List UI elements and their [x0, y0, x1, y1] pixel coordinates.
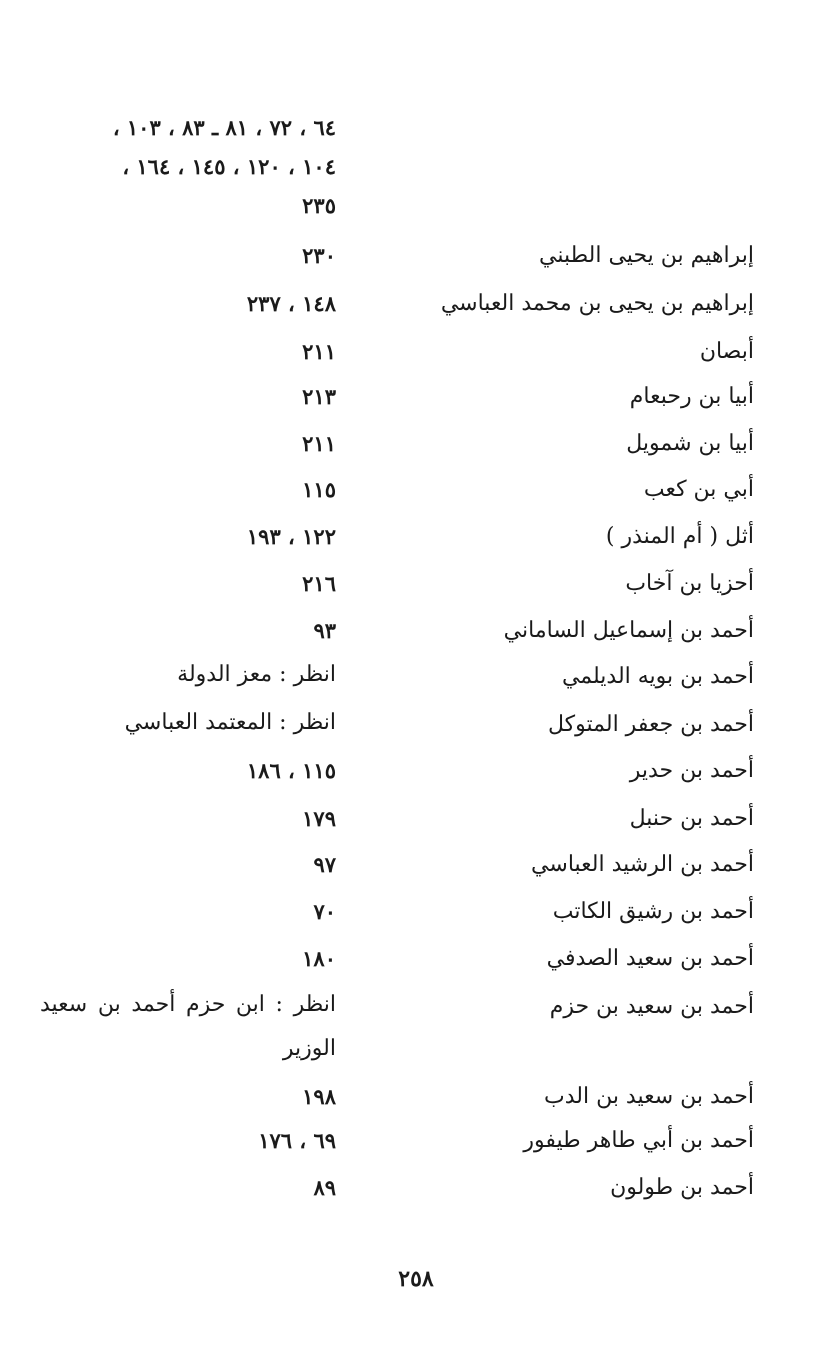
- entry-name: أحمد بن الرشيد العباسي: [531, 852, 754, 877]
- index-entry: [40, 841, 754, 889]
- index-entry: [40, 795, 754, 843]
- index-entry: [40, 420, 754, 468]
- entry-name: أحمد بن حنبل: [629, 806, 754, 831]
- entry-pages: ٩٣: [313, 618, 336, 643]
- index-entry: [40, 747, 754, 795]
- entry-name: إبراهيم بن يحيى الطبني: [539, 243, 754, 268]
- entry-pages: ٦٩ ، ١٧٦: [258, 1128, 336, 1153]
- entry-name: أحمد بن جعفر المتوكل: [548, 712, 754, 737]
- entry-pages: انظر : معز الدولة: [177, 662, 336, 687]
- entry-pages: ٢١٦: [302, 571, 336, 596]
- entry-pages: ٢١١: [302, 339, 336, 364]
- entry-pages: ٩٧: [313, 852, 336, 877]
- index-entry: [40, 1164, 754, 1212]
- page-number: ٢٥٨: [398, 1266, 434, 1292]
- entry-pages: ١٢٢ ، ١٩٣: [246, 524, 336, 549]
- index-entry: [40, 373, 754, 421]
- entry-pages: ٢١٣: [302, 384, 336, 409]
- entry-pages: ٢١١: [302, 431, 336, 456]
- entry-pages: ١٨٠: [302, 946, 336, 971]
- index-entry: [40, 232, 754, 280]
- entry-name: أحمد بن إسماعيل الساماني: [503, 618, 754, 643]
- entry-name: أحمد بن سعيد بن الدب: [544, 1084, 754, 1109]
- entry-name: أثل ( أم المنذر ): [605, 524, 754, 549]
- entry-name: أحمد بن سعيد بن حزم: [549, 994, 754, 1019]
- entry-name: أحمد بن طولون: [610, 1175, 754, 1200]
- entry-name: أبيا بن رحبعام: [629, 384, 754, 409]
- entry-pages: ٧٠: [313, 899, 336, 924]
- entry-name: أحزيا بن آخاب: [625, 571, 754, 596]
- index-entry: [40, 513, 754, 561]
- entry-pages: انظر : المعتمد العباسي: [124, 710, 336, 735]
- continuation-pages-line: ٢٣٥: [302, 193, 336, 218]
- entry-name: أبي بن كعب: [643, 477, 754, 502]
- index-entry: [40, 935, 754, 983]
- index-entry: [40, 328, 754, 376]
- index-entry: [40, 653, 754, 701]
- entry-name: أحمد بن بويه الديلمي: [561, 664, 754, 689]
- entry-pages: ١١٥ ، ١٨٦: [246, 758, 336, 783]
- entry-pages: ٨٩: [313, 1175, 336, 1200]
- entry-pages: ٢٣٠: [302, 243, 336, 268]
- entry-pages: ١٩٨: [302, 1084, 336, 1109]
- index-entry: [40, 1073, 754, 1121]
- entry-name: أحمد بن رشيق الكاتب: [552, 899, 754, 924]
- entry-pages: ١٤٨ ، ٢٣٧: [246, 291, 336, 316]
- entry-name: أحمد بن أبي طاهر طيفور: [523, 1128, 754, 1153]
- index-entry: [40, 560, 754, 608]
- index-entry: [40, 701, 754, 749]
- index-entry: [40, 280, 754, 328]
- entry-name: أبيا بن شمويل: [626, 431, 754, 456]
- entry-pages: انظر : ابن حزم أحمد بن سعيد الوزير: [40, 992, 336, 1061]
- index-entry: [40, 466, 754, 514]
- entry-pages: ١٧٩: [302, 806, 336, 831]
- index-entry: [40, 1117, 754, 1165]
- entry-name: أبصان: [699, 339, 754, 364]
- entry-name: أحمد بن سعيد الصدفي: [546, 946, 754, 971]
- index-entry: [40, 607, 754, 655]
- continuation-pages-line: ١٠٤ ، ١٢٠ ، ١٤٥ ، ١٦٤ ،: [122, 154, 336, 179]
- continuation-pages-line: ٦٤ ، ٧٢ ، ٨١ ـ ٨٣ ، ١٠٣ ،: [112, 115, 336, 140]
- entry-name: أحمد بن حدير: [629, 758, 754, 783]
- index-entry: [40, 888, 754, 936]
- entry-pages: ١١٥: [302, 477, 336, 502]
- index-entry: [40, 983, 754, 1073]
- entry-name: إبراهيم بن يحيى بن محمد العباسي: [440, 291, 754, 316]
